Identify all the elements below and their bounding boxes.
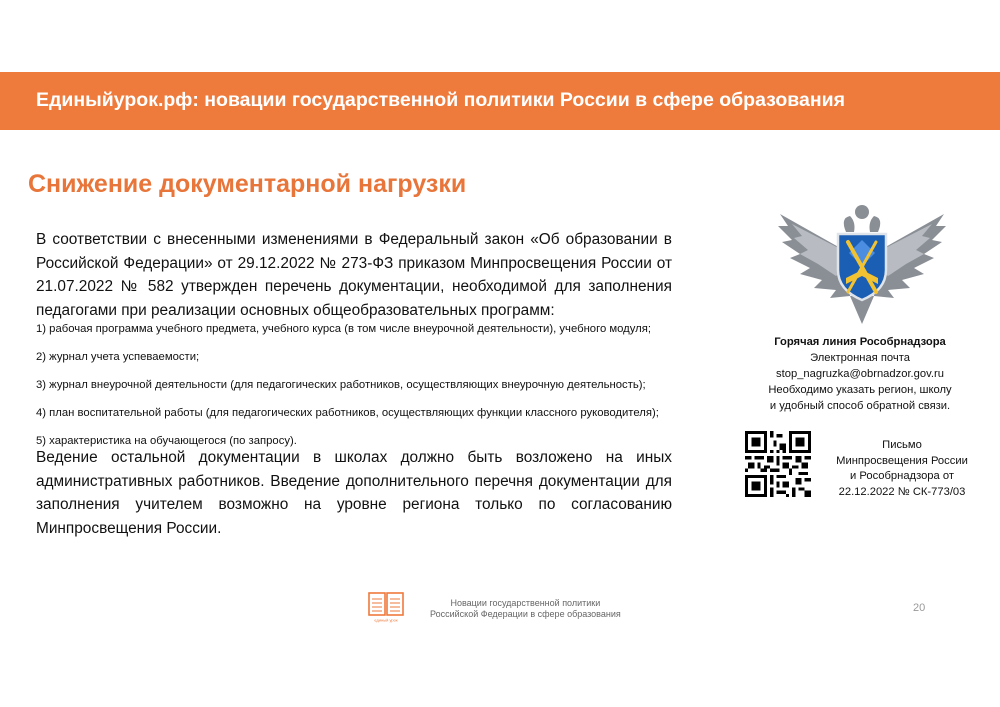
header-banner (0, 72, 1000, 130)
letter-line-1: Письмо (882, 439, 922, 451)
hotline-note-2: и удобный способ обратной связи. (769, 400, 951, 412)
letter-block (822, 438, 982, 500)
book-logo-icon (367, 591, 405, 623)
hotline-email[interactable]: stop_nagruzka@obrnadzor.gov.ru (776, 368, 944, 380)
list-item: 2) журнал учета успеваемости; (36, 351, 200, 363)
list-item: 4) план воспитательной работы (для педагогических работников, осуществляющих функции классного руководителя); (36, 407, 659, 419)
letter-line-4: 22.12.2022 № СК-773/03 (838, 485, 966, 498)
list-item: 3) журнал внеурочной деятельности (для педагогических работников, осуществляющих внеурочную деятельность); (36, 379, 646, 391)
outro-paragraph: Ведение остальной документации в школах должно быть возложено на иных административных работников. Введение дополнительного перечня документации для заполнения учителем возможно на уровне региона только по согласованию Минпросвещения России. (36, 449, 672, 537)
footer-logo-caption: единый урок (374, 617, 398, 623)
hotline-note-1: Необходимо указать регион, школу (768, 384, 952, 396)
hotline-title: Горячая линия Рособрнадзора (774, 336, 946, 348)
footer-line-2: Российской Федерации в сфере образования (430, 609, 621, 619)
list-item: 5) характеристика на обучающегося (по запросу). (36, 435, 297, 447)
rosobrnadzor-emblem-icon (778, 196, 946, 326)
list-item: 1) рабочая программа учебного предмета, учебного курса (в том числе внеурочной деятельности), учебного модуля; (36, 323, 652, 335)
documents-list (36, 320, 686, 460)
page-number: 20 (913, 602, 926, 614)
hotline-block (740, 334, 980, 414)
letter-line-2: Минпросвещения России (836, 454, 968, 467)
letter-line-3: и Рособрнадзора от (850, 470, 954, 482)
header-title: Единыйурок.рф: новации государственной политики России в сфере образования (36, 89, 846, 111)
footer-caption (430, 598, 621, 620)
footer-line-1: Новации государственной политики (450, 598, 601, 608)
qr-code-icon[interactable] (745, 431, 811, 497)
hotline-email-label: Электронная почта (810, 352, 910, 364)
page-title: Снижение документарной нагрузки (28, 170, 467, 198)
intro-paragraph: В соответствии с внесенными изменениями в Федеральный закон «Об образовании в Российской Федерации» от 29.12.2022 № 273-ФЗ приказом Минпросвещения России от 21.07.2022 № 582 утвержден перечень документации, необходимой для заполнения педагогами при реализации основных общеобразовательных программ: (36, 231, 672, 319)
